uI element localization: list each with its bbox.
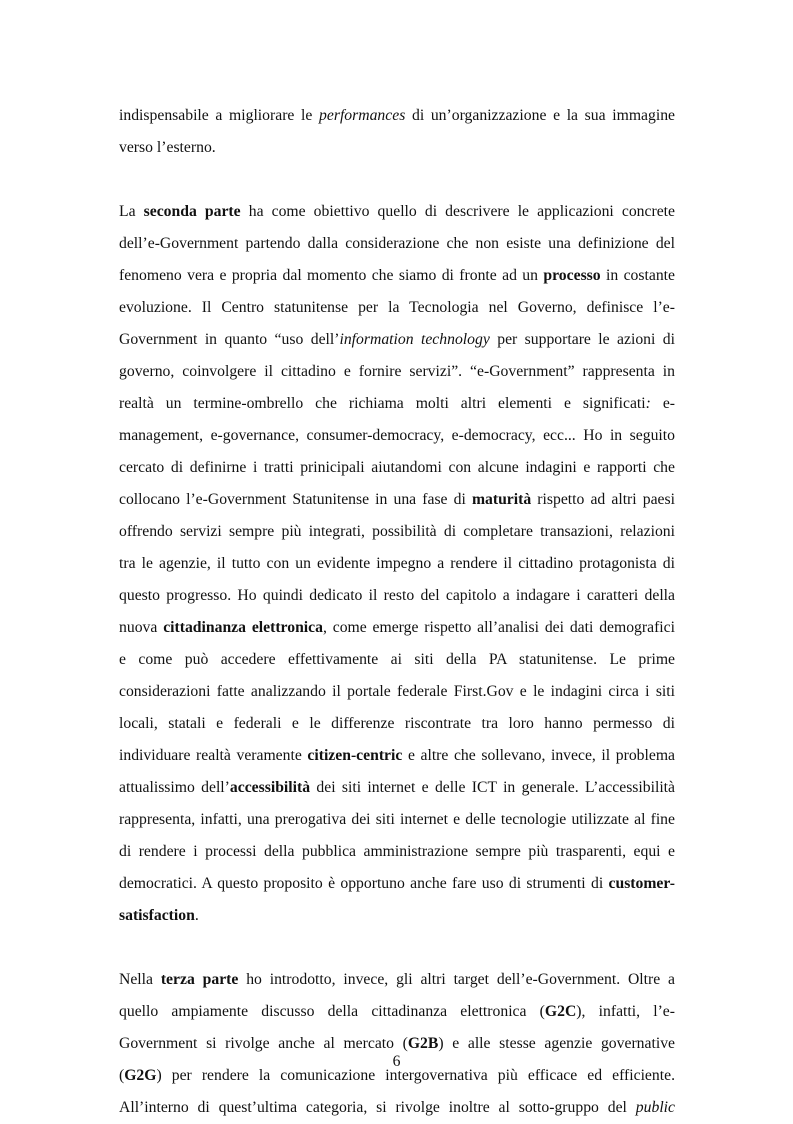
paragraph-seconda-parte [119, 196, 675, 932]
text-run: attualissimo dell’ [119, 779, 230, 796]
text-run: La [119, 203, 144, 220]
text-run: e altre che sollevano, invece, il problema [402, 747, 675, 764]
text-line [119, 132, 675, 164]
text-run-bold: terza parte [160, 971, 239, 988]
text-line [119, 836, 675, 868]
text-run-italic: information technology [339, 331, 490, 348]
text-run: questo progresso. Ho quindi dedicato il resto del capitolo a indagare i caratteri della [119, 587, 675, 604]
text-run-bold: G2C [544, 1003, 577, 1020]
text-run: locali, statali e federali e le differenze riscontrate tra loro hanno permesso di [119, 715, 675, 732]
text-run: per supportare le azioni di [489, 331, 675, 348]
text-run: ho introdotto, invece, gli altri target dell’e-Government. Oltre a [238, 971, 675, 988]
text-line [119, 996, 675, 1028]
text-run: tra le agenzie, il tutto con un evidente impegno a rendere il cittadino protagonista di [119, 555, 675, 572]
text-run: cercato di definirne i tratti prinicipali aiutandomi con alcune indagini e rapporti che [119, 459, 675, 476]
document-body [119, 100, 675, 1124]
text-line [119, 484, 675, 516]
text-run: ), infatti, l’e- [576, 1003, 675, 1020]
text-line [119, 260, 675, 292]
text-run: ) e alle stesse agenzie governative [438, 1035, 676, 1052]
text-run-italic: public [635, 1099, 675, 1116]
text-line [119, 548, 675, 580]
text-run: evoluzione. Il Centro statunitense per la Tecnologia nel Governo, definisce l’e- [119, 299, 675, 316]
text-run: e come può accedere effettivamente ai siti della PA statunitense. Le prime [119, 651, 675, 668]
paragraph-spacer [119, 164, 675, 196]
text-run: dell’e-Government partendo dalla considerazione che non esiste una definizione del [119, 235, 675, 252]
text-run: Government in quanto “uso dell’ [119, 331, 340, 348]
paragraph-terza-parte [119, 964, 675, 1124]
text-line [119, 388, 675, 420]
text-run: Nella [119, 971, 161, 988]
text-run: indispensabile a migliorare le [119, 107, 320, 124]
text-run-bold: customer- [608, 875, 675, 892]
text-run: e- [650, 395, 676, 412]
text-run: realtà un termine-ombrello che richiama molti altri elementi e significati [119, 395, 646, 412]
text-run: dei siti internet e delle ICT in generale. L’accessibilità [310, 779, 675, 796]
text-run: collocano l’e-Government Statunitense in una fase di [119, 491, 472, 508]
text-run: considerazioni fatte analizzando il portale federale First.Gov e le indagini circa i siti [119, 683, 675, 700]
text-run-bold: G2G [124, 1067, 157, 1084]
text-line [119, 516, 675, 548]
page-number: 6 [392, 1053, 401, 1070]
text-run: All’interno di quest’ultima categoria, si rivolge inoltre al sotto-gruppo del [119, 1099, 636, 1116]
text-line [119, 740, 675, 772]
text-run: democratici. A questo proposito è opportuno anche fare uso di strumenti di [119, 875, 609, 892]
text-run-bold: satisfaction [119, 907, 195, 924]
text-run: ( [119, 1067, 125, 1084]
text-line [119, 676, 675, 708]
text-run-bold: cittadinanza elettronica [163, 619, 323, 636]
text-line [119, 452, 675, 484]
text-line [119, 1092, 675, 1124]
paragraph-spacer [119, 932, 675, 964]
text-run: ha come obiettivo quello di descrivere le applicazioni concrete [240, 203, 675, 220]
text-run: individuare realtà veramente [119, 747, 308, 764]
text-run-bold: processo [543, 267, 601, 284]
text-run: , come emerge rispetto all’analisi dei dati demografici [322, 619, 675, 636]
text-line [119, 612, 675, 644]
text-run-bold: G2B [407, 1035, 439, 1052]
text-run-italic: : [645, 395, 651, 412]
text-run: rispetto ad altri paesi [531, 491, 675, 508]
text-line [119, 644, 675, 676]
text-run: fenomeno vera e propria dal momento che siamo di fronte ad un [119, 267, 544, 284]
text-run-italic: performances [319, 107, 406, 124]
text-run: Government si rivolge anche al mercato ( [119, 1035, 408, 1052]
text-run: di rendere i processi della pubblica amministrazione sempre più trasparenti, equi e [119, 843, 675, 860]
text-run: in costante [600, 267, 675, 284]
text-line [119, 196, 675, 228]
text-line [119, 580, 675, 612]
text-run-bold: maturità [471, 491, 532, 508]
text-run: offrendo servizi sempre più integrati, possibilità di completare transazioni, relazioni [119, 523, 675, 540]
text-run: management, e-governance, consumer-democracy, e-democracy, ecc... Ho in seguito [119, 427, 675, 444]
paragraph-intro-tail [119, 100, 675, 164]
text-line [119, 964, 675, 996]
text-run: quello ampiamente discusso della cittadinanza elettronica ( [119, 1003, 545, 1020]
text-run-bold: seconda parte [143, 203, 241, 220]
text-run-bold: citizen-centric [307, 747, 403, 764]
text-line [119, 868, 675, 900]
text-run: verso l’esterno. [119, 139, 216, 156]
text-line [119, 804, 675, 836]
text-run: rappresenta, infatti, una prerogativa dei siti internet e delle tecnologie utilizzate al fine [119, 811, 675, 828]
text-line [119, 356, 675, 388]
text-run: . [194, 907, 199, 924]
text-line [119, 708, 675, 740]
text-run-bold: accessibilità [229, 779, 311, 796]
text-line [119, 228, 675, 260]
text-run: di un’organizzazione e la sua immagine [405, 107, 675, 124]
text-run: nuova [119, 619, 164, 636]
text-line [119, 420, 675, 452]
text-line [119, 772, 675, 804]
text-line [119, 900, 675, 932]
text-run: governo, coinvolgere il cittadino e fornire servizi”. “e-Government” rappresenta in [119, 363, 675, 380]
text-run: ) per rendere la comunicazione intergovernativa più efficace ed efficiente. [156, 1067, 675, 1084]
text-line [119, 100, 675, 132]
text-line [119, 324, 675, 356]
text-line [119, 292, 675, 324]
